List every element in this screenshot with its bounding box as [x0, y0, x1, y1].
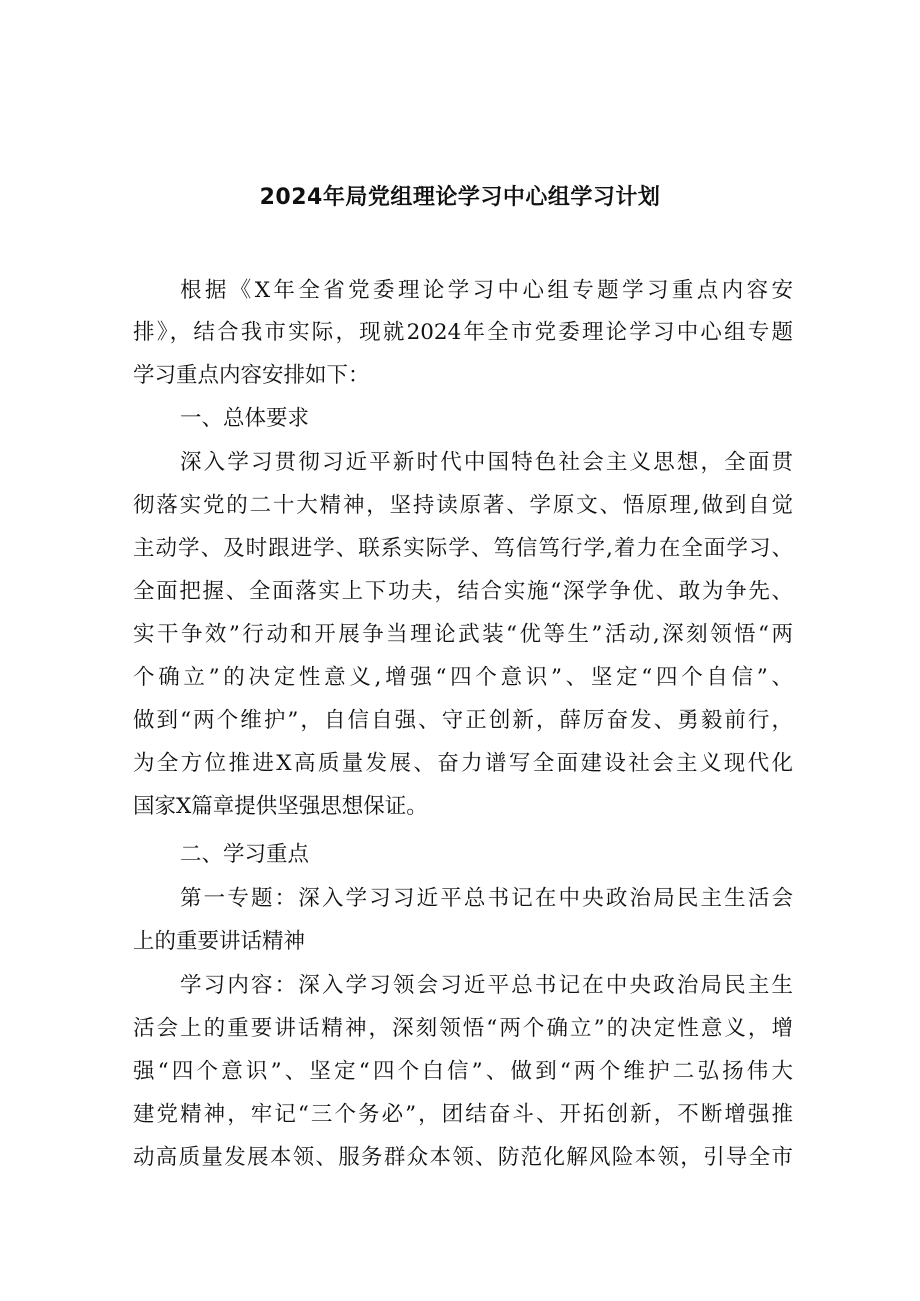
section1-line-9: 国家X篇章提供坚强思想保证。 [133, 794, 428, 819]
intro-line-3: 学习重点内容安排如下： [133, 363, 370, 388]
content-line-4: 建党精神，牢记“三个务必”，团结奋斗、开拓创新，不断增强推 [133, 1102, 793, 1127]
section1-line-5: 实干争效”行动和开展争当理论武装“优等生”活动,深刻领悟“两 [133, 622, 793, 647]
content-line-1: 学习内容：深入学习领会习近平总书记在中央政治局民主生 [180, 973, 793, 998]
section1-line-1: 深入学习贯彻习近平新时代中国特色社会主义思想，全面贯 [180, 450, 793, 475]
section-heading-study-focus: 二、学习重点 [180, 842, 310, 867]
section-heading-overall-requirements: 一、总体要求 [180, 406, 310, 431]
content-line-2: 活会上的重要讲话精神，深刻领悟“两个确立”的决定性意义，增 [133, 1016, 793, 1041]
intro-line-1: 根据《X年全省党委理论学习中心组专题学习重点内容安 [180, 278, 793, 303]
content-line-3: 强“四个意识”、坚定“四个白信”、做到“两个维护二弘扬伟大 [133, 1059, 793, 1084]
section1-line-7: 做到“两个维护”，自信自强、守正创新，薛厉奋发、勇毅前行， [133, 708, 793, 733]
section1-line-2: 彻落实党的二十大精神，坚持读原著、学原文、悟原理,做到自觉 [133, 493, 793, 518]
intro-line-2: 排》，结合我市实际，现就2024年全市党委理论学习中心组专题 [133, 320, 793, 345]
content-line-5: 动高质量发展本领、服务群众本领、防范化解风险本领，引导全市 [133, 1145, 793, 1170]
section1-line-8: 为全方位推进X高质量发展、奋力谱写全面建设社会主义现代化 [133, 751, 793, 776]
topic-line-1: 第一专题：深入学习习近平总书记在中央政治局民主生活会 [180, 886, 793, 911]
section1-line-6: 个确立”的决定性意义,增强“四个意识”、坚定“四个自信”、 [133, 665, 793, 690]
section1-line-4: 全面把握、全面落实上下功夫，结合实施“深学争优、敢为争先、 [133, 579, 793, 604]
topic-line-2: 上的重要讲话精神 [133, 929, 306, 954]
document-title: 2024年局党组理论学习中心组学习计划 [259, 185, 661, 210]
section1-line-3: 主动学、及时跟进学、联系实际学、笃信笃行学,着力在全面学习、 [133, 536, 793, 561]
